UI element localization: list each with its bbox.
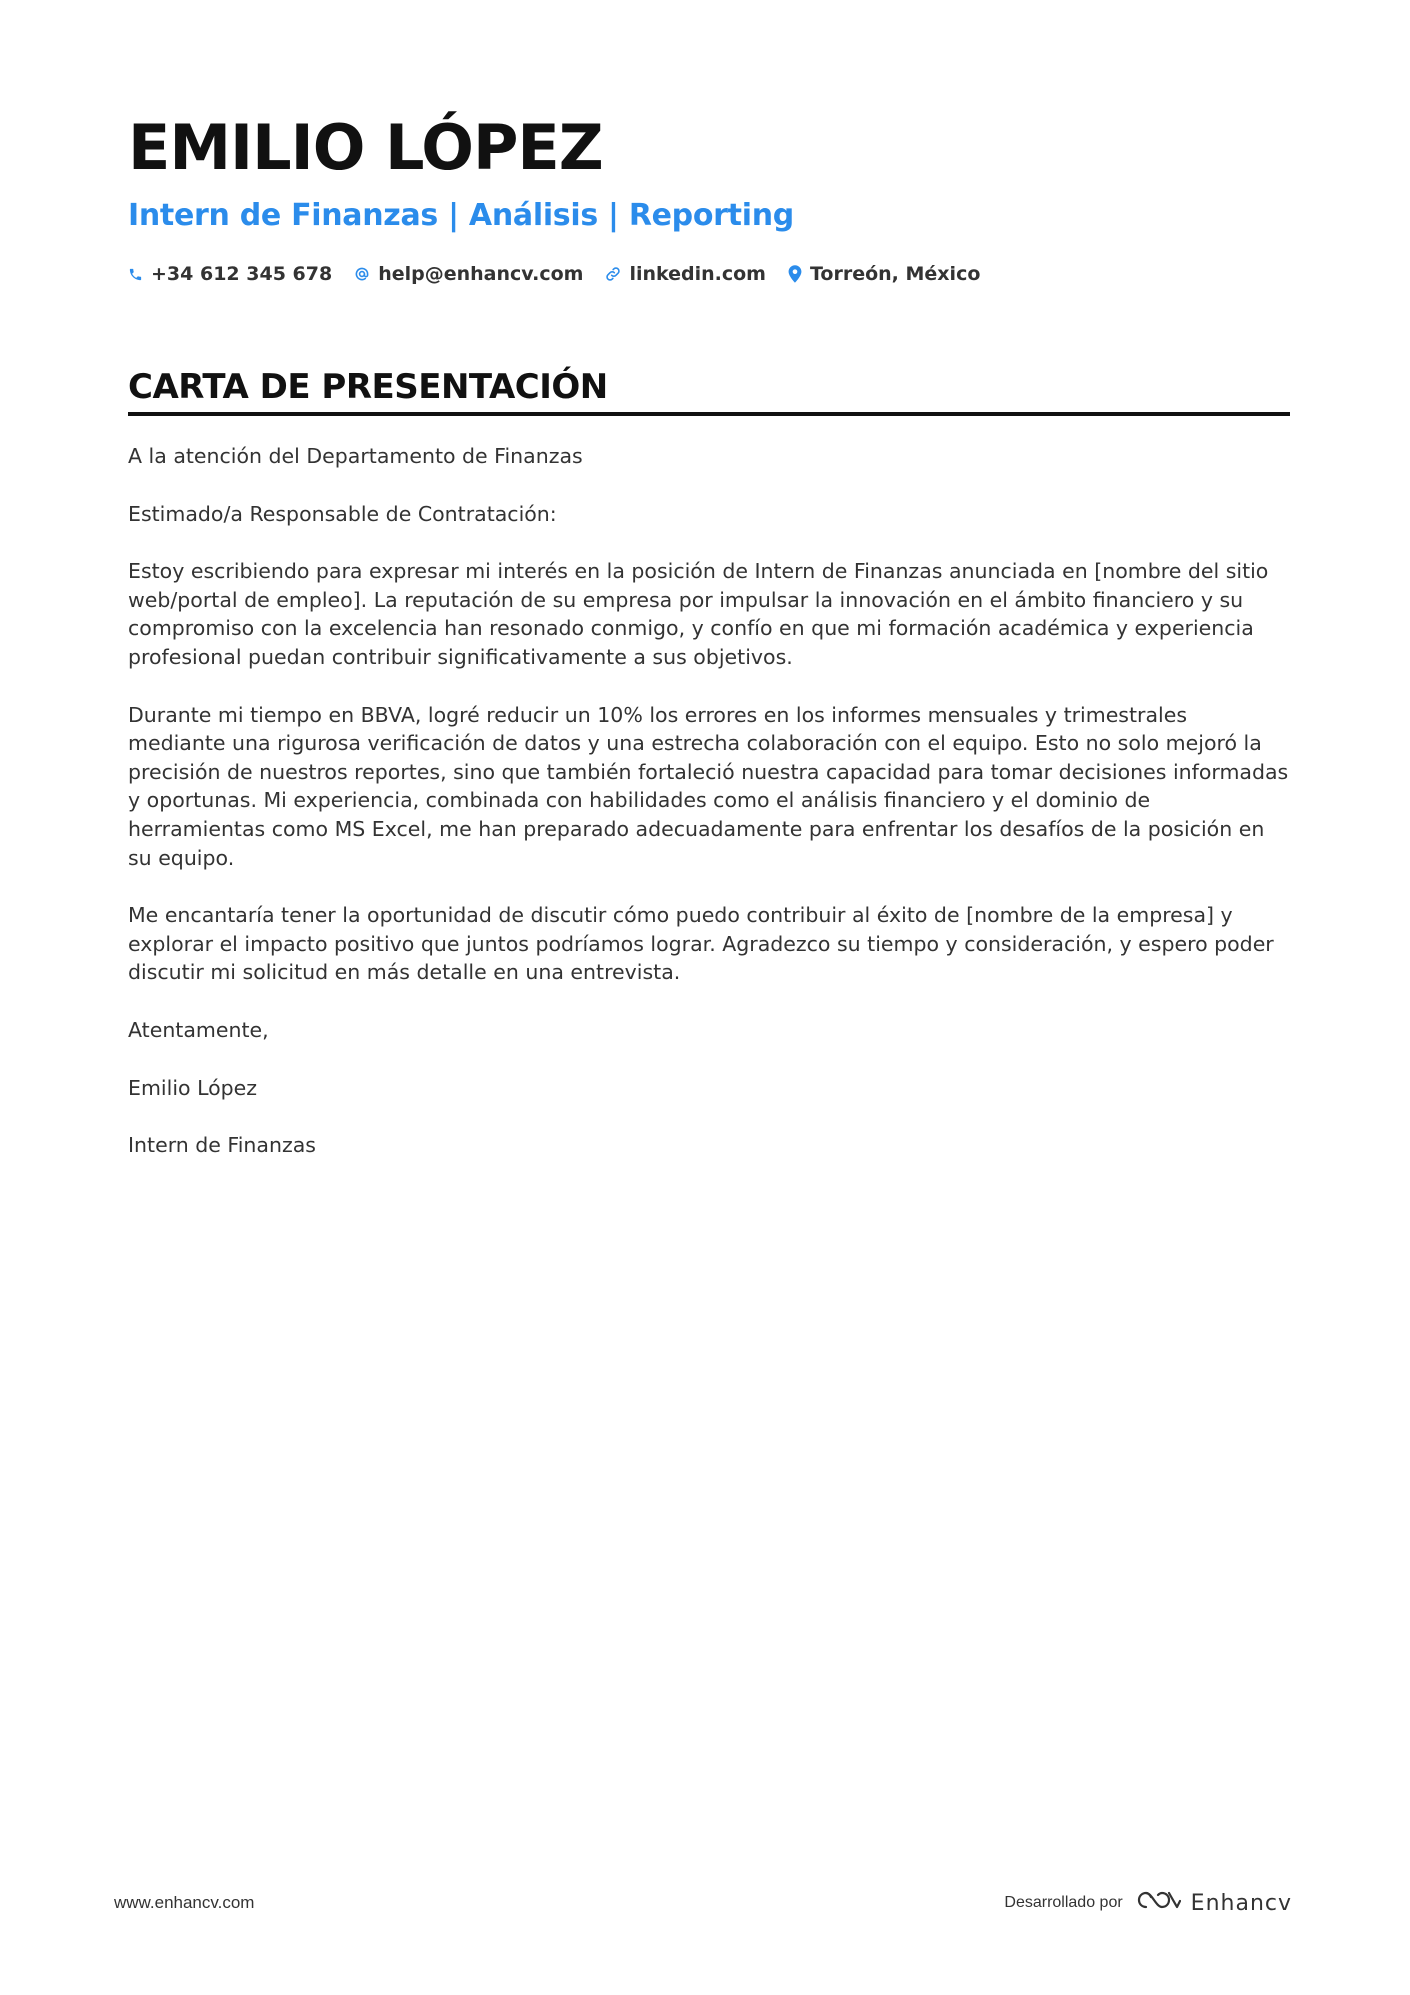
contact-bar xyxy=(128,258,1288,290)
email-text: help@enhancv.com xyxy=(378,263,584,285)
powered-by-text: Desarrollado por xyxy=(1004,1894,1123,1911)
letter-paragraph: Estoy escribiendo para expresar mi interés en la posición de Intern de Finanzas anunciada en [nombre del sitio web/portal de empleo]. La reputación de su empresa por impulsar la innovación en el ámbito financiero y su compromiso con la excelencia han resonado conmigo, y confío en que mi formación académica y experiencia profesional puedan contribuir significativamente a sus objetivos. xyxy=(128,559,1269,669)
contact-email[interactable] xyxy=(354,263,583,285)
letter-salutation: Estimado/a Responsable de Contratación: xyxy=(128,501,557,526)
phone-text: +34 612 345 678 xyxy=(151,263,333,285)
candidate-name: EMILIO LÓPEZ xyxy=(128,111,603,184)
header xyxy=(128,108,1288,290)
footer-url[interactable]: www.enhancv.com xyxy=(114,1893,255,1912)
contact-location xyxy=(788,263,980,285)
phone-icon xyxy=(128,267,143,282)
letter-paragraph: Durante mi tiempo en BBVA, logré reducir un 10% los errores en los informes mensuales y trimestrales mediante una rigurosa verificación de datos y una estrecha colaboración con el equipo. Esto no solo mejoró la precisión de nuestros reportes, sino que también fortaleció nuestra capacidad para tomar decisiones informadas y oportunas. Mi experiencia, combinada con habilidades como el análisis financiero y el dominio de herramientas como MS Excel, me han preparado adecuadamente para enfrentar los desafíos de la posición en su equipo. xyxy=(128,702,1289,870)
signature-name: Emilio López xyxy=(128,1075,258,1100)
powered-by xyxy=(1004,1888,1292,1918)
footer xyxy=(114,1888,1292,1918)
candidate-role: Intern de Finanzas | Análisis | Reporting xyxy=(128,198,794,233)
section-title: CARTA DE PRESENTACIÓN xyxy=(128,364,1290,416)
brand-logo[interactable] xyxy=(1135,1888,1292,1918)
link-icon xyxy=(605,266,621,282)
letter-body xyxy=(128,442,1290,1160)
brand-name: Enhancv xyxy=(1190,1890,1292,1916)
contact-linkedin[interactable] xyxy=(605,263,766,285)
linkedin-text: linkedin.com xyxy=(629,263,766,285)
letter-closing: Atentamente, xyxy=(128,1017,269,1042)
contact-phone xyxy=(128,263,332,285)
signature-title: Intern de Finanzas xyxy=(128,1133,316,1158)
at-icon xyxy=(354,266,370,282)
cover-letter-section xyxy=(128,364,1290,1189)
letter-recipient: A la atención del Departamento de Finanzas xyxy=(128,444,583,468)
location-pin-icon xyxy=(788,265,802,283)
letter-paragraph: Me encantaría tener la oportunidad de discutir cómo puedo contribuir al éxito de [nombre de la empresa] y explorar el impacto positivo que juntos podríamos lograr. Agradezco su tiempo y consideración, y espero poder discutir mi solicitud en más detalle en una entrevista. xyxy=(128,903,1274,985)
location-text: Torreón, México xyxy=(809,263,981,285)
enhancv-logo-icon xyxy=(1135,1888,1181,1918)
